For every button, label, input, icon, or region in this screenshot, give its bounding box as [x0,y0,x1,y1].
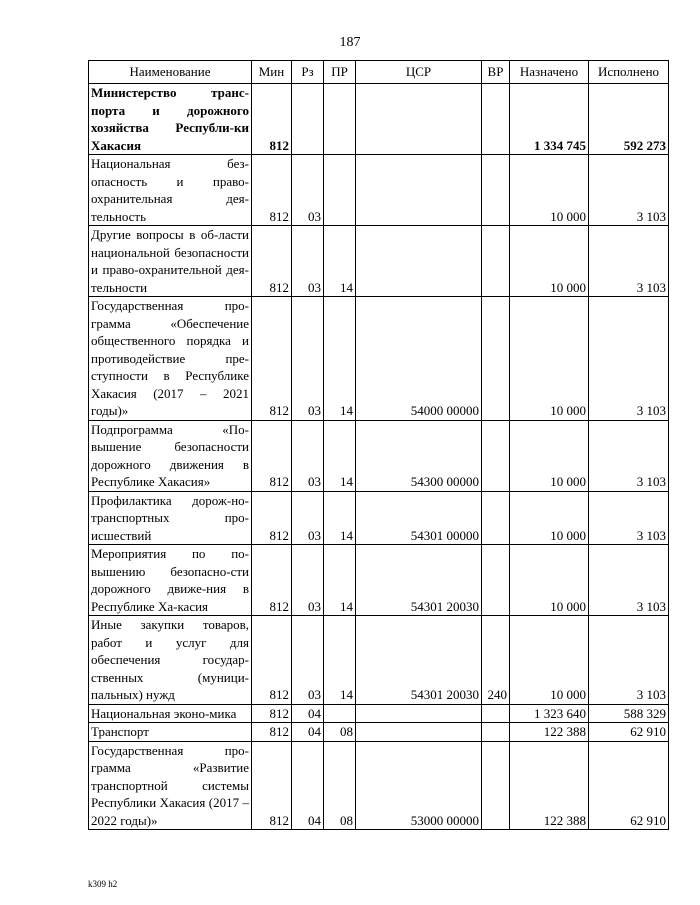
row-executed: 3 103 [589,616,669,705]
row-min: 812 [252,723,292,742]
row-rz: 03 [292,545,324,616]
row-assigned: 122 388 [510,723,589,742]
row-csr [356,155,482,226]
table-row [89,741,669,830]
row-pr: 08 [324,723,356,742]
row-rz: 03 [292,420,324,491]
row-min: 812 [252,545,292,616]
col-header-name: Наименование [89,61,252,84]
row-executed: 3 103 [589,155,669,226]
row-assigned: 10 000 [510,616,589,705]
row-min: 812 [252,420,292,491]
row-rz: 04 [292,704,324,723]
row-rz: 04 [292,741,324,830]
row-name: Мероприятия по по-вышению безопасно-сти дорожного движе-ния в Республике Ха-касия [89,545,252,616]
row-rz: 04 [292,723,324,742]
row-rz: 03 [292,155,324,226]
row-pr: 14 [324,616,356,705]
row-pr: 14 [324,545,356,616]
row-name: Национальная без-опасность и право-охранительная дея-тельность [89,155,252,226]
row-min: 812 [252,491,292,545]
row-min: 812 [252,741,292,830]
row-rz: 03 [292,491,324,545]
row-executed: 3 103 [589,226,669,297]
row-assigned: 10 000 [510,297,589,421]
page-number: 187 [339,35,361,50]
row-csr [356,84,482,155]
row-assigned: 10 000 [510,226,589,297]
table-row [89,84,669,155]
row-vr [482,297,510,421]
table-row [89,704,669,723]
row-rz: 03 [292,226,324,297]
row-rz [292,84,324,155]
row-csr: 54301 20030 [356,616,482,705]
row-executed: 3 103 [589,545,669,616]
row-assigned: 1 334 745 [510,84,589,155]
col-header-vr: ВР [482,61,510,84]
table-row [89,297,669,421]
row-vr [482,155,510,226]
row-vr [482,226,510,297]
row-pr: 14 [324,420,356,491]
row-pr [324,84,356,155]
row-min: 812 [252,704,292,723]
row-csr: 54000 00000 [356,297,482,421]
row-name: Государственная про-грамма «Обеспечение общественного порядка и противодействие пре-ступности в Республике Хакасия (2017 – 2021 годы)» [89,297,252,421]
row-csr: 53000 00000 [356,741,482,830]
row-executed: 3 103 [589,491,669,545]
row-vr [482,704,510,723]
row-assigned: 10 000 [510,420,589,491]
row-name: Транспорт [89,723,252,742]
row-csr: 54301 00000 [356,491,482,545]
col-header-min: Мин [252,61,292,84]
row-csr [356,226,482,297]
row-name: Национальная эконо-мика [89,704,252,723]
table-header-row [89,61,669,84]
table-row [89,616,669,705]
col-header-rz: Рз [292,61,324,84]
col-header-pr: ПР [324,61,356,84]
row-executed: 592 273 [589,84,669,155]
col-header-csr: ЦСР [356,61,482,84]
row-executed: 3 103 [589,420,669,491]
row-vr [482,84,510,155]
table-row [89,491,669,545]
row-name: Подпрограмма «По-вышение безопасности дорожного движения в Республике Хакасия» [89,420,252,491]
row-executed: 588 329 [589,704,669,723]
col-header-executed: Исполнено [589,61,669,84]
row-assigned: 1 323 640 [510,704,589,723]
row-assigned: 10 000 [510,155,589,226]
table-row [89,226,669,297]
row-csr [356,704,482,723]
row-name: Иные закупки товаров, работ и услуг для обеспечения государ-ственных (муници-пальных) нужд [89,616,252,705]
row-min: 812 [252,297,292,421]
footer-code: k309 h2 [88,879,118,889]
row-name: Государственная про-грамма «Развитие транспортной системы Республики Хакасия (2017 – 2022 годы)» [89,741,252,830]
row-assigned: 10 000 [510,491,589,545]
row-min: 812 [252,84,292,155]
row-vr [482,420,510,491]
row-csr: 54301 20030 [356,545,482,616]
row-min: 812 [252,226,292,297]
row-vr [482,545,510,616]
row-pr [324,155,356,226]
row-rz: 03 [292,297,324,421]
row-pr: 08 [324,741,356,830]
row-pr [324,704,356,723]
row-min: 812 [252,616,292,705]
table-body [89,84,669,830]
row-vr [482,741,510,830]
row-pr: 14 [324,491,356,545]
row-executed: 62 910 [589,741,669,830]
col-header-assigned: Назначено [510,61,589,84]
row-assigned: 122 388 [510,741,589,830]
row-pr: 14 [324,226,356,297]
row-assigned: 10 000 [510,545,589,616]
budget-table [88,60,669,830]
row-name: Министерство транс-порта и дорожного хозяйства Республи-ки Хакасия [89,84,252,155]
row-vr [482,723,510,742]
row-csr: 54300 00000 [356,420,482,491]
table-row [89,723,669,742]
table-row [89,420,669,491]
row-vr [482,491,510,545]
row-pr: 14 [324,297,356,421]
row-executed: 62 910 [589,723,669,742]
row-name: Профилактика дорож-но-транспортных про-исшествий [89,491,252,545]
row-executed: 3 103 [589,297,669,421]
row-vr: 240 [482,616,510,705]
row-csr [356,723,482,742]
table-row [89,155,669,226]
row-name: Другие вопросы в об-ласти национальной безопасности и право-охранительной дея-тельности [89,226,252,297]
table-row [89,545,669,616]
row-rz: 03 [292,616,324,705]
row-min: 812 [252,155,292,226]
